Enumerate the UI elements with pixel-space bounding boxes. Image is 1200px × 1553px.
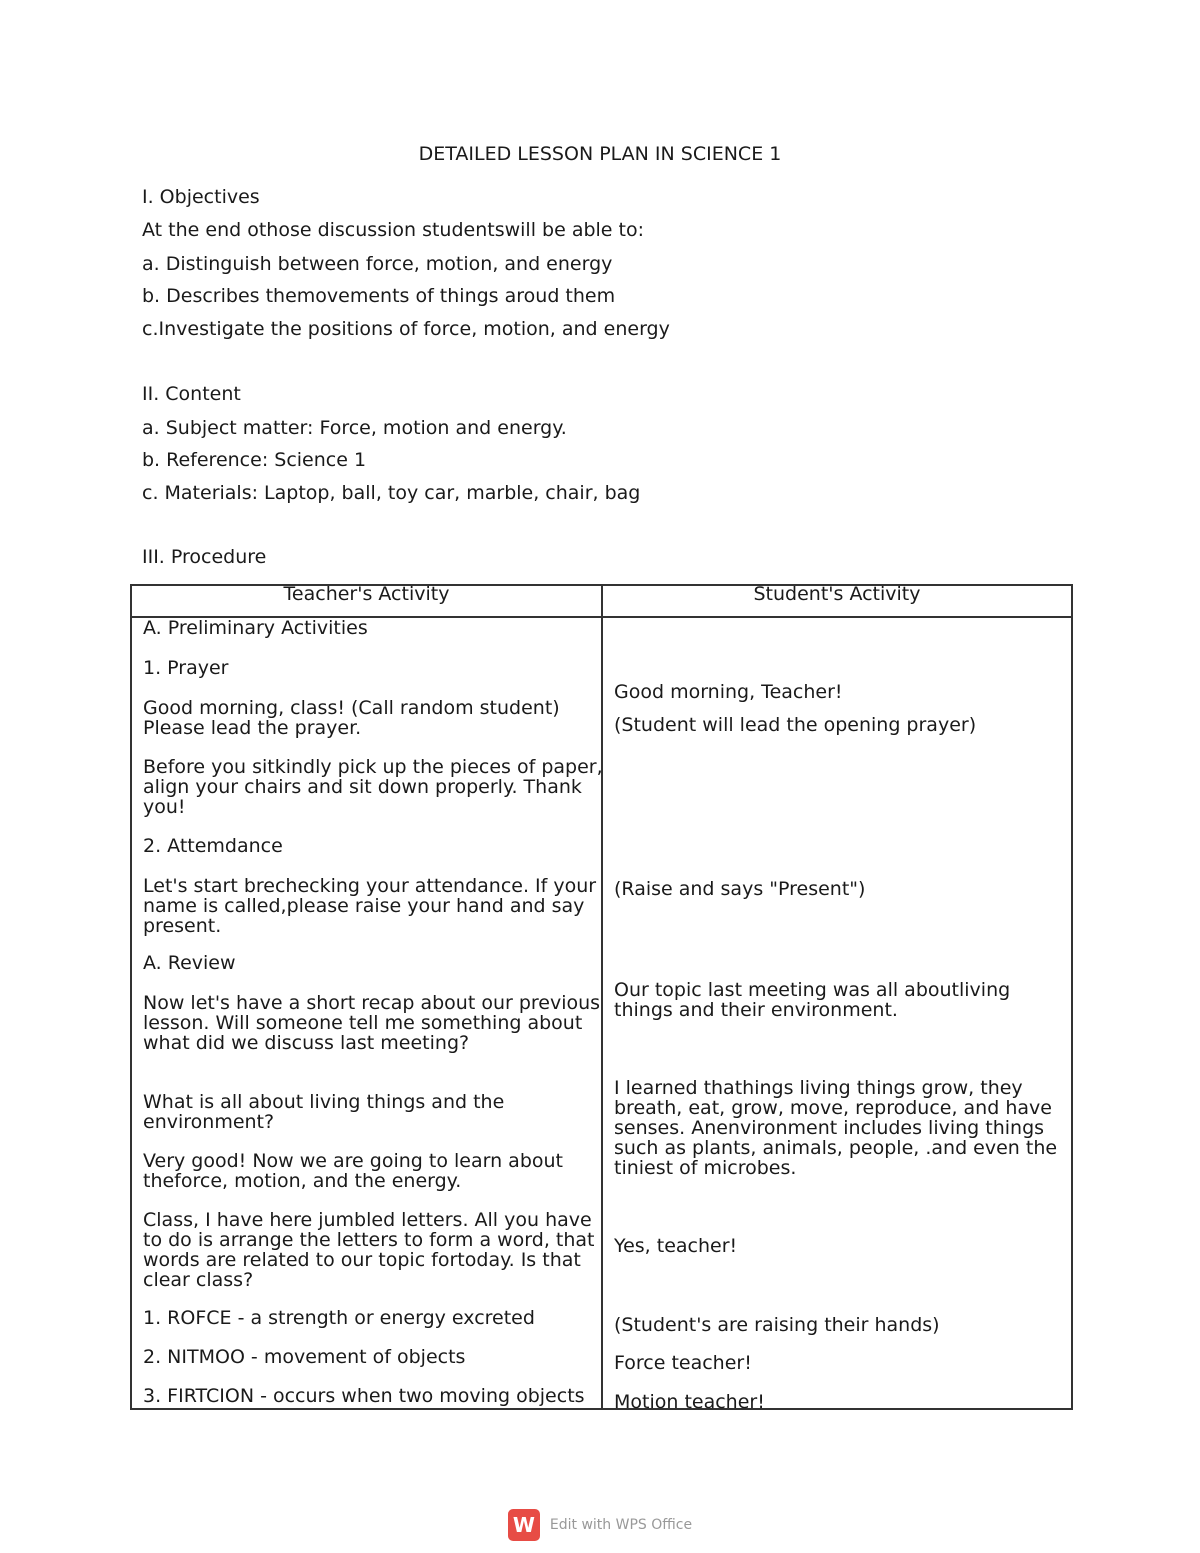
content-item: c. Materials: Laptop, ball, toy car, marble, chair, bag — [142, 482, 641, 504]
content-heading: II. Content — [142, 383, 241, 405]
page-title: DETAILED LESSON PLAN IN SCIENCE 1 — [418, 143, 782, 165]
procedure-heading: III. Procedure — [142, 546, 267, 568]
procedure-table-header — [131, 585, 1072, 617]
teacher-activity-header: Teacher's Activity — [131, 585, 602, 617]
objective-item: a. Distinguish between force, motion, and energy — [142, 253, 613, 275]
student-line: Force teacher! — [614, 1352, 752, 1374]
teacher-line: Before you sitkindly pick up the pieces of paper, align your chairs and sit down properly. Thank you! — [143, 756, 603, 818]
objective-item: b. Describes themovements of things aroud them — [142, 285, 616, 307]
procedure-table — [130, 583, 1073, 1413]
student-line: (Student will lead the opening prayer) — [614, 714, 977, 736]
teacher-line: Let's start brechecking your attendance. If your name is called,please raise your hand and say present. — [143, 875, 597, 937]
content-item: a. Subject matter: Force, motion and energy. — [142, 417, 567, 439]
procedure-table-row — [131, 617, 1072, 1409]
student-line: (Raise and says "Present") — [614, 878, 866, 900]
teacher-line: 1. Prayer — [143, 657, 229, 679]
wps-footer — [0, 1509, 1200, 1541]
teacher-line: Good morning, class! (Call random student) Please lead the prayer. — [143, 697, 560, 739]
teacher-line: 3. FIRTCION - occurs when two moving objects — [143, 1385, 585, 1407]
student-line: (Student's are raising their hands) — [614, 1314, 940, 1336]
teacher-line: 2. Attemdance — [143, 835, 283, 857]
teacher-line: 2. NITMOO - movement of objects — [143, 1346, 466, 1368]
wps-logo-icon: W — [508, 1509, 540, 1541]
teacher-line: Very good! Now we are going to learn about theforce, motion, and the energy. — [143, 1150, 563, 1192]
student-line: Yes, teacher! — [614, 1235, 738, 1257]
teacher-activity-cell — [131, 617, 602, 1409]
student-line: Our topic last meeting was all aboutliving things and their environment. — [614, 979, 1011, 1021]
student-line: I learned thathings living things grow, they breath, eat, grow, move, reproduce, and have senses. Anenvironment includes living things such as plants, animals, people, .and even the tiniest of microbes. — [614, 1077, 1058, 1179]
objective-item: c.Investigate the positions of force, motion, and energy — [142, 318, 670, 340]
teacher-line: Class, I have here jumbled letters. All you have to do is arrange the letters to form a word, that words are related to our topic fortoday. Is that clear class? — [143, 1209, 595, 1291]
teacher-line: Now let's have a short recap about our previous lesson. Will someone tell me something about what did we discuss last meeting? — [143, 992, 601, 1054]
teacher-line: 1. ROFCE - a strength or energy excreted — [143, 1307, 535, 1329]
student-line: Good morning, Teacher! — [614, 681, 843, 703]
teacher-line: What is all about living things and the environment? — [143, 1091, 505, 1133]
objectives-intro: At the end othose discussion studentswill be able to: — [142, 219, 645, 241]
student-line: Motion teacher! — [614, 1391, 765, 1413]
teacher-line: A. Review — [143, 952, 236, 974]
objectives-heading: I. Objectives — [142, 186, 260, 208]
wps-edit-link[interactable]: Edit with WPS Office — [549, 1517, 693, 1533]
teacher-line: A. Preliminary Activities — [143, 617, 368, 639]
student-activity-header: Student's Activity — [602, 585, 1072, 617]
content-item: b. Reference: Science 1 — [142, 449, 367, 471]
student-activity-cell — [602, 617, 1072, 1413]
